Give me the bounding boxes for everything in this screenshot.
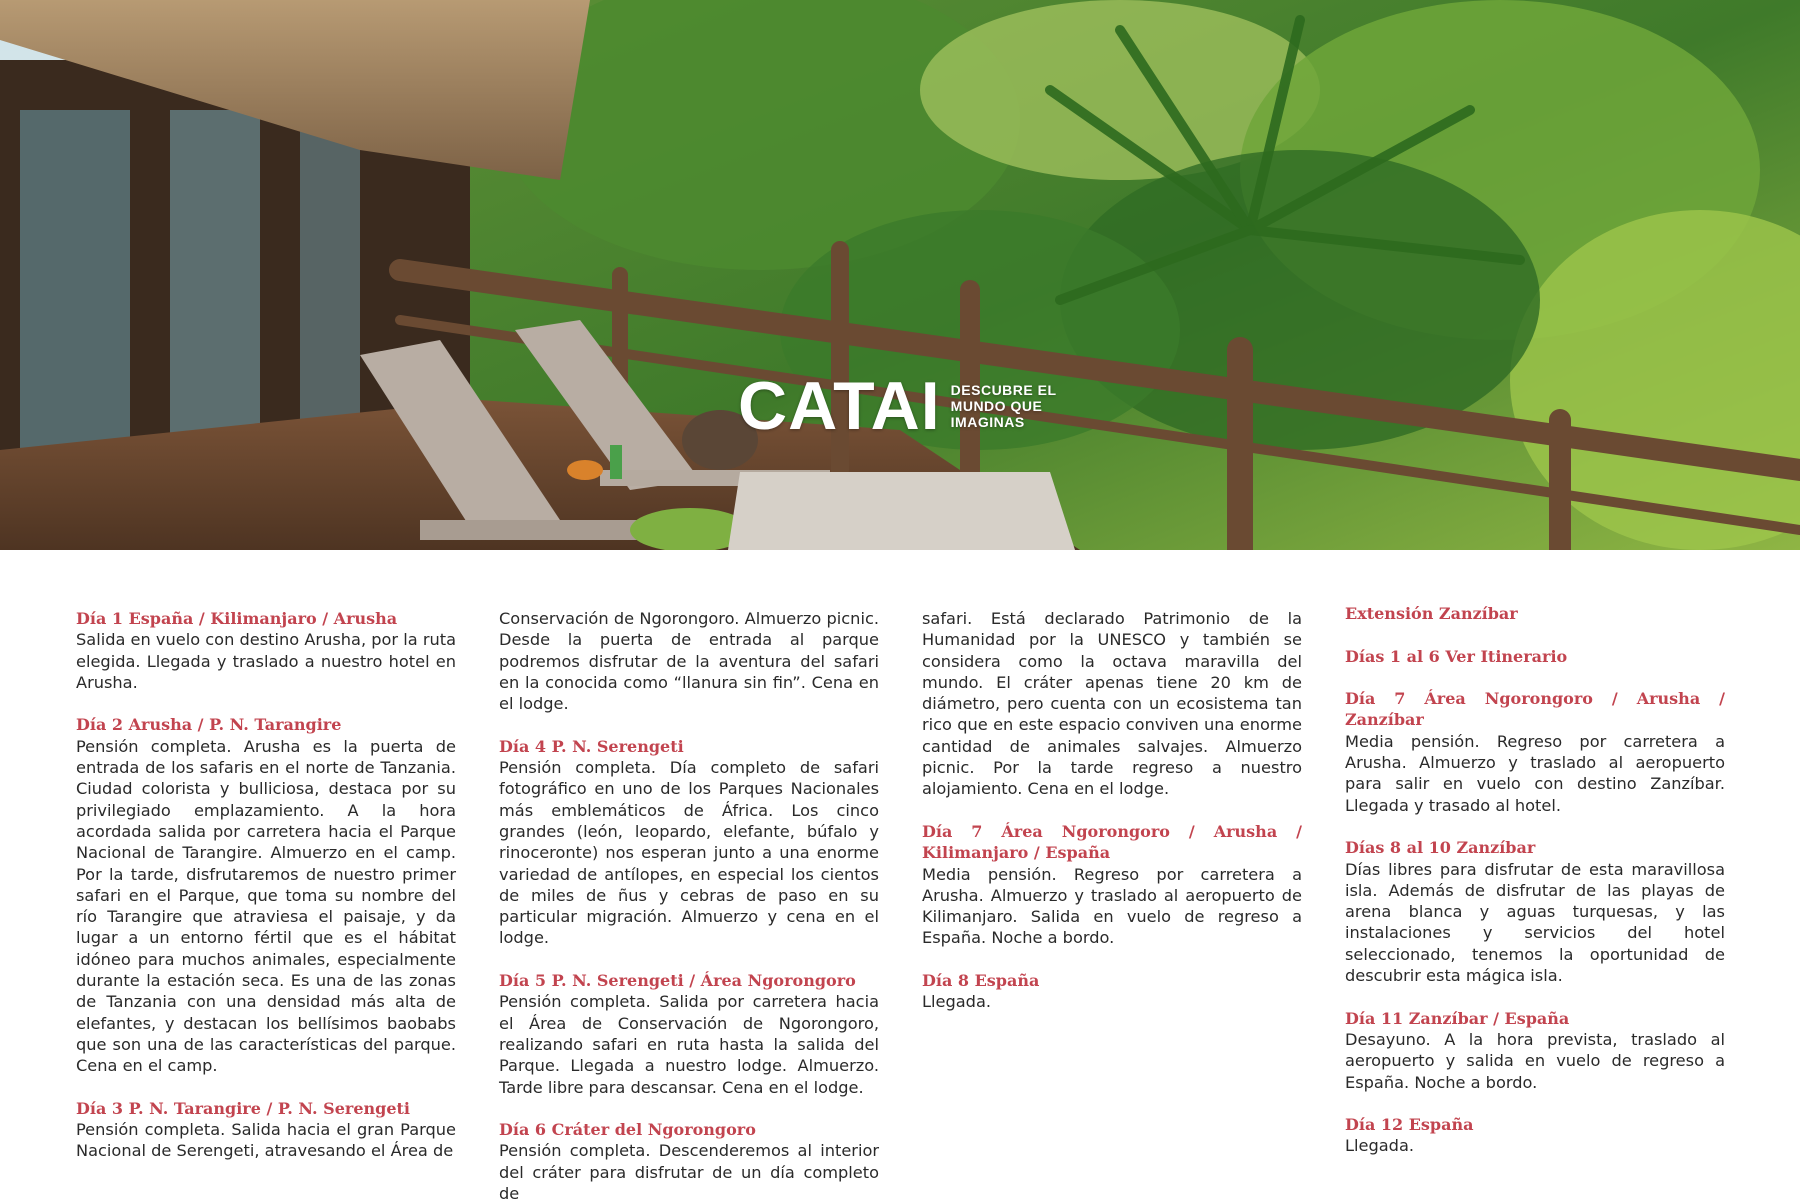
brand-tagline <box>951 382 1057 430</box>
brand-tagline-line: MUNDO QUE <box>950 398 1043 414</box>
day-heading: Día 5 P. N. Serengeti / Área Ngorongoro <box>499 971 856 991</box>
day-entry <box>1345 688 1725 816</box>
day-description: Llegada. <box>922 992 992 1012</box>
day-description: Pensión completa. Salida hacia el gran Parque Nacional de Serengeti, atravesando el Área de <box>76 1120 456 1161</box>
day-description: Pensión completa. Descenderemos al interior del cráter para disfrutar de un día completo de <box>499 1141 879 1204</box>
day-heading: Día 7 Área Ngorongoro / Arusha / Kilimanjaro / España <box>922 821 1302 863</box>
day-entry <box>499 970 879 1098</box>
itinerary-column-2 <box>499 608 879 1204</box>
day-entry <box>76 1098 456 1162</box>
day-heading: Extensión Zanzíbar <box>1345 604 1518 623</box>
day-heading: Días 8 al 10 Zanzíbar <box>1345 838 1536 858</box>
day-description: Salida en vuelo con destino Arusha, por la ruta elegida. Llegada y traslado a nuestro hotel en Arusha. <box>76 630 456 692</box>
itinerary-column-4 <box>1345 603 1725 1157</box>
extension-title <box>1345 603 1725 624</box>
day-entry <box>499 736 879 949</box>
day-entry <box>1345 1114 1725 1157</box>
day-description: safari. Está declarado Patrimonio de la Humanidad por la UNESCO y también se considera como la octava maravilla del mundo. El cráter apenas tiene 20 km de diámetro, pero cuenta con un ecosistema tan rico que en este espacio conviven una enorme cantidad de animales salvajes. Almuerzo picnic. Por la tarde regreso a nuestro alojamiento. Cena en el lodge. <box>922 609 1302 799</box>
day-heading: Día 7 Área Ngorongoro / Arusha / Zanzíbar <box>1345 689 1725 730</box>
day-entry <box>499 1119 879 1204</box>
brand-name: CATAI <box>738 368 941 444</box>
day-description: Llegada. <box>1345 1136 1415 1156</box>
day-heading: Día 4 P. N. Serengeti <box>499 736 684 756</box>
hero-photo <box>0 0 1800 550</box>
day-description: Pensión completa. Arusha es la puerta de entrada de los safaris en el norte de Tanzania. Ciudad colorista y bulliciosa, destaca por su privilegiado emplazamiento. A la hora acordada salida por carretera hacia el Parque Nacional de Tarangire. Almuerzo en el camp. Por la tarde, disfrutaremos de nuestro primer safari en el Parque, que toma su nombre del río Tarangire que atraviesa el paisaje, y da lugar a un entorno fértil que es el hábitat idóneo para muchos animales, especialmente durante la estación seca. Es una de las zonas de Tanzania con una densidad más alta de elefantes, y destacan los bellísimos baobabs que son una de las características del parque. Cena en el camp. <box>76 736 456 1076</box>
day-entry <box>922 821 1302 949</box>
day-heading: Día 3 P. N. Tarangire / P. N. Serengeti <box>76 1098 410 1118</box>
day-description: Pensión completa. Día completo de safari fotográfico en uno de los Parques Nacionales más emblemáticos de África. Los cinco grandes (león, leopardo, elefante, búfalo y rinoceronte) nos esperan junto a una enorme variedad de antílopes, en especial los cientos de miles de ñus y cebras de paso en su particular migración. Almuerzo y cena en el lodge. <box>499 758 879 948</box>
itinerary-text <box>0 550 1800 1204</box>
day-entry <box>1345 1008 1725 1093</box>
day-heading: Día 11 Zanzíbar / España <box>1345 1008 1570 1028</box>
day-entry <box>1345 646 1725 667</box>
day-description: Media pensión. Regreso por carretera a Arusha. Almuerzo y traslado al aeropuerto para salir en vuelo con destino Zanzíbar. Llegada y trasado al hotel. <box>1345 731 1725 815</box>
brand-tagline-line: IMAGINAS <box>950 414 1025 430</box>
day-description: Pensión completa. Salida por carretera hacia el Área de Conservación de Ngorongoro, realizando safari en ruta hasta la salida del Parque. Llegada a nuestro lodge. Almuerzo. Tarde libre para descansar. Cena en el lodge. <box>499 992 879 1097</box>
day-heading: Días 1 al 6 Ver Itinerario <box>1345 646 1568 666</box>
day-heading: Día 12 España <box>1345 1115 1474 1135</box>
day-heading: Día 6 Cráter del Ngorongoro <box>499 1120 756 1140</box>
day-description: Días libres para disfrutar de esta maravillosa isla. Además de disfrutar de las playas de arena blanca y aguas turquesas, y las instalaciones y servicios del hotel seleccionado, tenemos la oportunidad de descubrir esta mágica isla. <box>1345 859 1725 986</box>
day-heading: Día 1 España / Kilimanjaro / Arusha <box>76 609 398 628</box>
day-entry <box>922 970 1302 1013</box>
catai-logo <box>738 368 1057 444</box>
day-entry <box>1345 837 1725 986</box>
jungle-terrace-photo-icon <box>0 0 1800 550</box>
brand-tagline-line: DESCUBRE EL <box>950 382 1057 398</box>
day-entry <box>76 714 456 1076</box>
day-entry <box>76 608 456 693</box>
day-description: Media pensión. Regreso por carretera a Arusha. Almuerzo y traslado al aeropuerto de Kilimanjaro. Salida en vuelo de regreso a España. Noche a bordo. <box>922 864 1302 948</box>
day-heading: Día 8 España <box>922 971 1040 991</box>
day-description: Conservación de Ngorongoro. Almuerzo picnic. Desde la puerta de entrada al parque podremos disfrutar de la aventura del safari en la conocida como “llanura sin fin”. Cena en el lodge. <box>499 609 879 714</box>
day-heading: Día 2 Arusha / P. N. Tarangire <box>76 715 342 735</box>
day-entry <box>922 608 1302 800</box>
itinerary-column-1 <box>76 608 456 1162</box>
day-entry <box>499 608 879 714</box>
itinerary-column-3 <box>922 608 1302 1013</box>
day-description: Desayuno. A la hora prevista, traslado al aeropuerto y salida en vuelo de regreso a España. Noche a bordo. <box>1345 1029 1725 1092</box>
